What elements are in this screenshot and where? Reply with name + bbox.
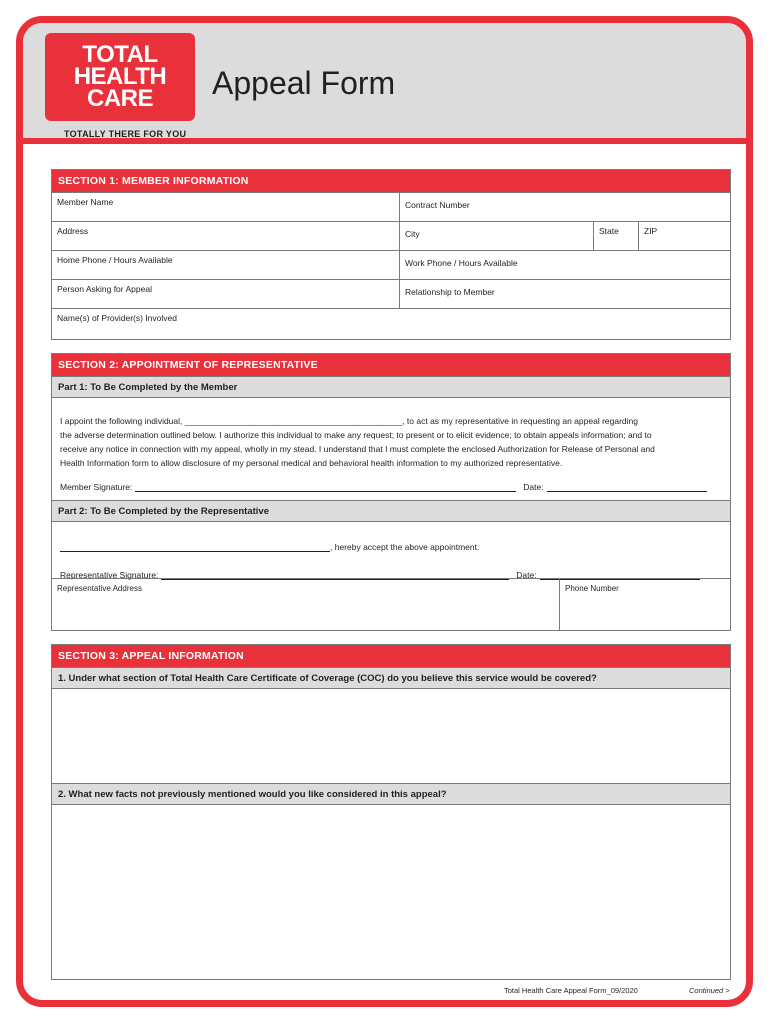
- part-1-heading: Part 1: To Be Completed by the Member: [52, 376, 730, 398]
- logo-line-2: HEALTH: [73, 63, 167, 90]
- zip-label: ZIP: [644, 226, 658, 236]
- contract-number-field[interactable]: [399, 193, 730, 221]
- city-label: City: [405, 229, 420, 239]
- state-label: State: [599, 226, 619, 236]
- form-header: [23, 23, 746, 144]
- total-health-care-logo: [45, 33, 195, 121]
- zip-field[interactable]: [638, 222, 730, 250]
- logo-line-1: TOTAL: [82, 41, 158, 68]
- city-field[interactable]: [399, 222, 593, 250]
- page-title: Appeal Form: [212, 65, 396, 101]
- member-signature-line[interactable]: [135, 482, 516, 492]
- member-name-field[interactable]: [52, 193, 399, 221]
- logo-line-3: CARE: [86, 85, 153, 112]
- accept-row: [52, 540, 730, 552]
- work-phone-label: Work Phone / Hours Available: [405, 258, 518, 268]
- appointment-line-4: Health Information form to allow disclosure of my personal medical and behavioral health information to my authorized representative.: [60, 458, 563, 468]
- question-2-answer-area[interactable]: [52, 805, 730, 977]
- work-phone-field[interactable]: [399, 251, 730, 279]
- home-phone-label: Home Phone / Hours Available: [57, 255, 173, 265]
- section-appeal-information: [51, 644, 731, 980]
- contract-number-label: Contract Number: [405, 200, 470, 210]
- continued-link: Continued >: [689, 986, 730, 995]
- appointment-line-1: I appoint the following individual, ______________________________________________, to act as my representative in requesting an appeal regarding: [60, 416, 638, 426]
- address-label: Address: [57, 226, 89, 236]
- home-phone-field[interactable]: [52, 251, 399, 279]
- section-appointment-of-representative: [51, 353, 731, 631]
- providers-field[interactable]: [52, 309, 730, 339]
- rep-date-label: Date:: [516, 570, 537, 580]
- section-1-heading: SECTION 1: MEMBER INFORMATION: [52, 170, 730, 192]
- representative-name-line[interactable]: [60, 542, 330, 552]
- question-1: 1. Under what section of Total Health Care Certificate of Coverage (COC) do you believe this service would be covered?: [52, 667, 730, 689]
- providers-label: Name(s) of Provider(s) Involved: [57, 313, 177, 323]
- member-signature-label: Member Signature:: [60, 482, 133, 492]
- appointment-line-2: the adverse determination outlined below. I authorize this individual to make any request; to present or to elicit evidence; to obtain appeals information; and to: [60, 430, 652, 440]
- person-asking-field[interactable]: [52, 280, 399, 308]
- phone-number-label: Phone Number: [565, 584, 619, 593]
- phone-number-field[interactable]: [559, 579, 730, 630]
- tagline: TOTALLY THERE FOR YOU: [64, 129, 187, 139]
- question-2: 2. What new facts not previously mentioned would you like considered in this appeal?: [52, 783, 730, 805]
- accept-text: , hereby accept the above appointment.: [330, 542, 480, 552]
- section-3-heading: SECTION 3: APPEAL INFORMATION: [52, 645, 730, 667]
- rep-address-field[interactable]: [52, 579, 559, 630]
- section-member-information: [51, 169, 731, 340]
- relationship-label: Relationship to Member: [405, 287, 495, 297]
- person-asking-label: Person Asking for Appeal: [57, 284, 152, 294]
- appointment-paragraph: [52, 414, 730, 470]
- member-name-label: Member Name: [57, 197, 114, 207]
- member-date-label: Date:: [523, 482, 544, 492]
- form-footer-id: Total Health Care Appeal Form_09/2020: [504, 986, 638, 995]
- section-2-heading: SECTION 2: APPOINTMENT OF REPRESENTATIVE: [52, 354, 730, 376]
- relationship-field[interactable]: [399, 280, 730, 308]
- member-signature-row: [52, 478, 730, 492]
- part-2-heading: Part 2: To Be Completed by the Representative: [52, 500, 730, 522]
- address-field[interactable]: [52, 222, 399, 250]
- rep-address-label: Representative Address: [57, 584, 142, 593]
- question-1-answer-area[interactable]: [52, 689, 730, 783]
- form-frame: [16, 16, 753, 1007]
- state-field[interactable]: [593, 222, 638, 250]
- rep-signature-label: Representative Signature:: [60, 570, 159, 580]
- member-date-line[interactable]: [547, 482, 707, 492]
- appointment-line-3: receive any notice in connection with my appeal, wholly in my stead. I understand that I must complete the enclosed Authorization for Release of Personal and: [60, 444, 655, 454]
